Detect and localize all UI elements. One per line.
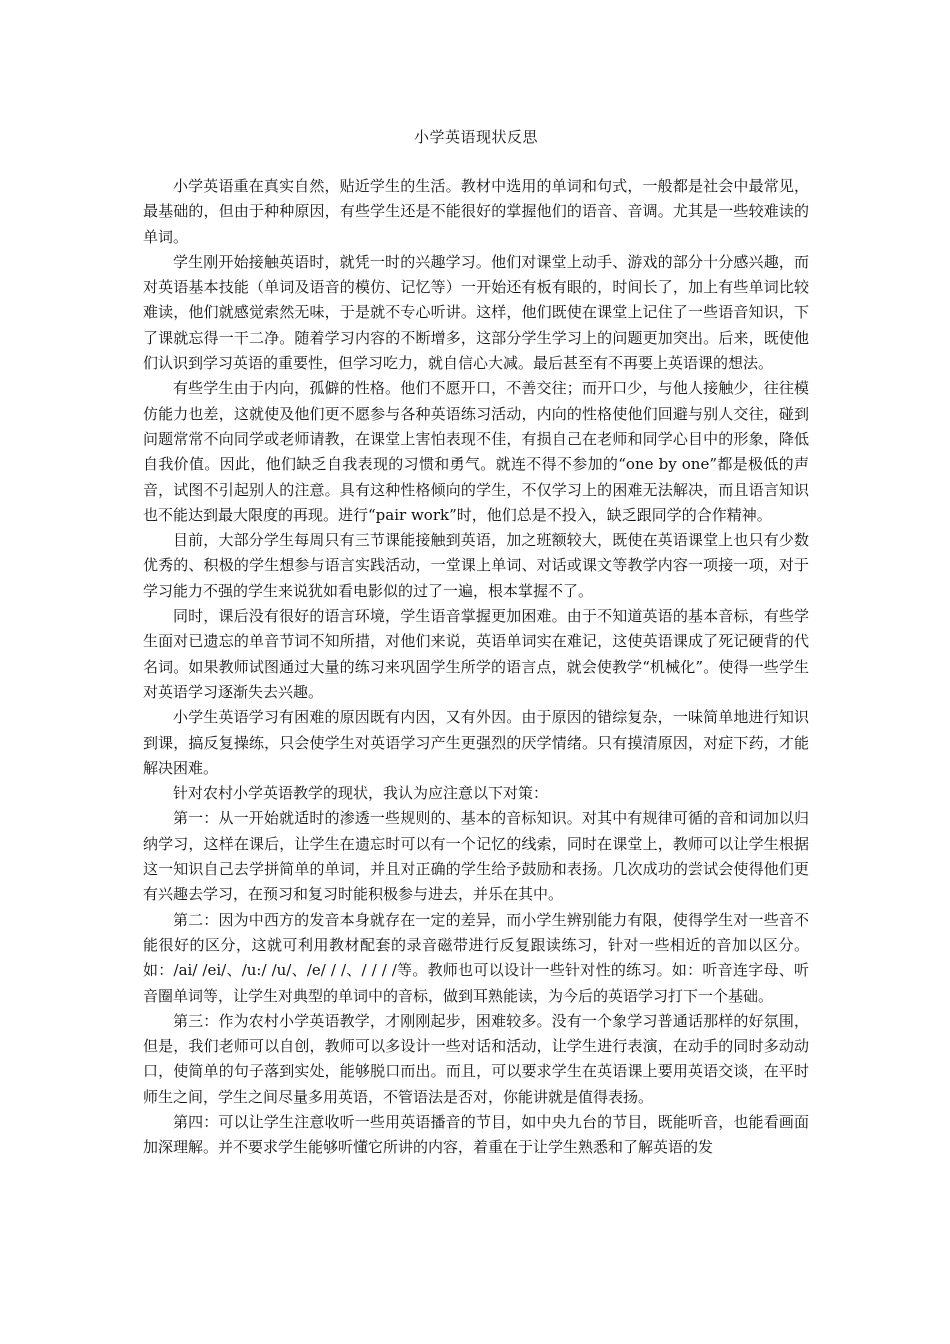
document-page: [143, 126, 809, 1161]
paragraph-5: 同时，课后没有很好的语言环境，学生语音掌握更加困难。由于不知道英语的基本音标，有些学生面对已遗忘的单音节词不知所措，对他们来说，英语单词实在难记，这使英语课成了死记硬背的代名词。如果教师试图通过大量的练习来巩固学生所学的语言点，就会使教学“机械化”。使得一些学生对英语学习逐渐失去兴趣。: [143, 607, 809, 701]
document-title: 小学英语现状反思: [413, 128, 538, 146]
paragraph-11: 第四：可以让学生注意收听一些用英语播音的节目，如中央九台的节目，既能听音，也能看画面加深理解。并不要求学生能够听懂它所讲的内容，着重在于让学生熟悉和了解英语的发: [143, 1112, 809, 1157]
paragraph-10: 第三：作为农村小学英语教学，才刚刚起步，困难较多。没有一个象学习普通话那样的好氛围，但是，我们老师可以自创，教师可以多设计一些对话和活动，让学生进行表演，在动手的同时多动动口，使简单的句子落到实处，能够脱口而出。而且，可以要求学生在英语课上要用英语交谈，在平时师生之间，学生之间尽量多用英语，不管语法是否对，你能讲就是值得表扬。: [143, 1011, 809, 1106]
paragraph-8: 第一：从一开始就适时的渗透一些规则的、基本的音标知识。对其中有规律可循的音和词加以归纳学习，这样在课后，让学生在遗忘时可以有一个记忆的线索，同时在课堂上，教师可以让学生根据这一知识自己去学拼简单的单词，并且对正确的学生给予鼓励和表扬。几次成功的尝试会使得他们更有兴趣去学习，在预习和复习时能积极参与进去，并乐在其中。: [143, 809, 809, 904]
paragraph-4: 目前，大部分学生每周只有三节课能接触到英语，加之班额较大，既使在英语课堂上也只有少数优秀的、积极的学生想参与语言实践活动，一堂课上单词、对话或课文等教学内容一项接一项，对于学习能力不强的学生来说犹如看电影似的过了一遍，根本掌握不了。: [143, 531, 809, 600]
paragraph-3: 有些学生由于内向，孤僻的性格。他们不愿开口，不善交往；而开口少，与他人接触少，往往模仿能力也差，这就使及他们更不愿参与各种英语练习活动，内向的性格使他们回避与别人交往，碰到问题常常不向同学或老师请教，在课堂上害怕表现不佳，有损自己在老师和同学心目中的形象，降低自我价值。因此，他们缺乏自我表现的习惯和勇气。就连不得不参加的“one by one”都是极低的声音，试图不引起别人的注意。具有这种性格倾向的学生，不仅学习上的困难无法解决，而且语言知识也不能达到最大限度的再现。进行“pair work”时，他们总是不投入，缺乏跟同学的合作精神。: [143, 379, 809, 524]
paragraph-1: 小学英语重在真实自然，贴近学生的生活。教材中选用的单词和句式，一般都是社会中最常见，最基础的，但由于种种原因，有些学生还是不能很好的掌握他们的语音、音调。尤其是一些较难读的单词。: [143, 177, 809, 246]
paragraph-2: 学生刚开始接触英语时，就凭一时的兴趣学习。他们对课堂上动手、游戏的部分十分感兴趣，而对英语基本技能（单词及语音的模仿、记忆等）一开始还有板有眼的，时间长了，加上有些单词比较难读，他们就感觉索然无味，于是就不专心听讲。这样，他们既使在课堂上记住了一些语音知识，下了课就忘得一干二净。随着学习内容的不断增多，这部分学生学习上的问题更加突出。后来，既使他们认识到学习英语的重要性，但学习吃力，就自信心大减。最后甚至有不再要上英语课的想法。: [143, 252, 809, 373]
paragraph-7: 针对农村小学英语教学的现状，我认为应注意以下对策：: [173, 784, 549, 803]
paragraph-9: 第二：因为中西方的发音本身就存在一定的差异，而小学生辨别能力有限，使得学生对一些音不能很好的区分，这就可利用教材配套的录音磁带进行反复跟读练习，针对一些相近的音加以区分。如：/ai/ /ei/、/u:/ /u/、/e/ / /、/ / / /等。教师也可以设计一些针对性的练习。如：听音连字母、听音圈单词等，让学生对典型的单词中的音标，做到耳熟能读，为今后的英语学习打下一个基础。: [143, 910, 809, 1005]
paragraph-6: 小学生英语学习有困难的原因既有内因，又有外因。由于原因的错综复杂，一味简单地进行知识到课，搞反复操练，只会使学生对英语学习产生更强烈的厌学情绪。只有摸清原因，对症下药，才能解决困难。: [143, 708, 809, 777]
